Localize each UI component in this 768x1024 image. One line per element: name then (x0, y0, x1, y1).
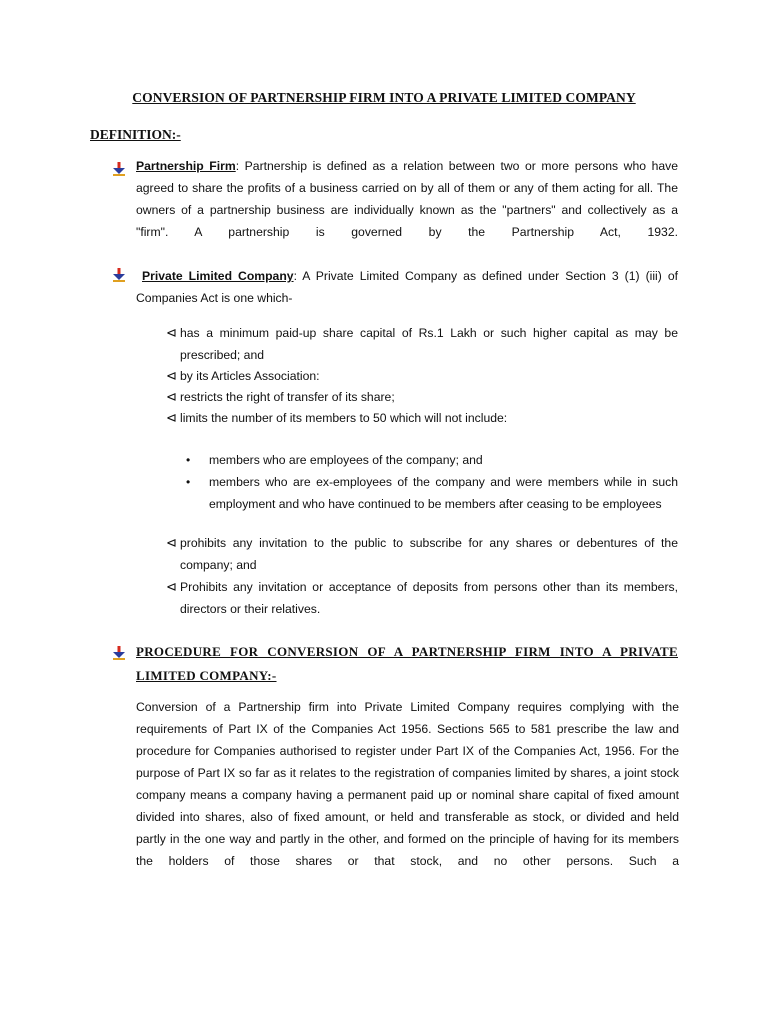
arrow-bullet-icon: ⊲ (166, 389, 177, 404)
bullet-arrow-icon (113, 162, 125, 176)
conditions-more-list (166, 532, 678, 620)
dot-bullet-icon: • (186, 453, 191, 467)
arrow-bullet-icon: ⊲ (166, 368, 177, 383)
arrow-bullet-icon: ⊲ (166, 535, 177, 550)
list-item (166, 365, 678, 387)
arrow-bullet-icon: ⊲ (166, 410, 177, 425)
condition-text: Prohibits any invitation or acceptance of deposits from persons other than its members, directors or their relatives. (180, 580, 678, 616)
list-item (166, 322, 678, 366)
definition-heading: DEFINITION:- (90, 127, 181, 142)
condition-text: limits the number of its members to 50 which will not include: (180, 411, 508, 425)
list-item (166, 386, 678, 408)
member-text: members who are ex-employees of the company and were members while in such employment and who have continued to be members after ceasing to be employees (209, 475, 678, 511)
arrow-bullet-icon: ⊲ (166, 325, 177, 340)
document-title: CONVERSION OF PARTNERSHIP FIRM INTO A PRIVATE LIMITED COMPANY (132, 90, 636, 105)
list-item (186, 471, 678, 515)
conditions-list (166, 322, 678, 429)
bullet-arrow-icon (113, 268, 125, 282)
condition-text: prohibits any invitation to the public to subscribe for any shares or debentures of the company; and (180, 536, 678, 572)
list-item (166, 407, 678, 429)
partnership-term: Partnership Firm (136, 159, 236, 173)
partnership-definition (136, 155, 678, 243)
condition-text: by its Articles Association: (180, 369, 320, 383)
members-excluded-list (186, 449, 678, 515)
dot-bullet-icon: • (186, 475, 191, 489)
condition-text: restricts the right of transfer of its share; (180, 390, 395, 404)
member-text: members who are employees of the company; and (209, 453, 483, 467)
arrow-bullet-icon: ⊲ (166, 579, 177, 594)
private-company-text: : A Private Limited Company as defined under Section 3 (1) (iii) of Companies Act is one which- (136, 269, 678, 305)
list-item (186, 449, 678, 471)
partnership-text: : Partnership is defined as a relation between two or more persons who have agreed to share the profits of a business carried on by all of them or any of them acting for all. The owners of a partnership business are individually known as the "partners" and collectively as a "firm". A partnership is governed by the Partnership Act, 1932. (136, 159, 678, 239)
procedure-paragraph: Conversion of a Partnership firm into Private Limited Company requires complying with the requirements of Part IX of the Companies Act 1956. Sections 565 to 581 prescribe the law and procedure for Companies authorised to register under Part IX of the Companies Act, 1956. For the purpose of Part IX so far as it relates to the registration of companies limited by shares, a joint stock company means a company having a permanent paid up or nominal share capital of fixed amount divided into shares, also of fixed amount, or held and transferable as stock, or divided and held partly in the one way and partly in the other, and formed on the principle of having for its members the holders of those shares or that stock, and no other persons. Such a (136, 700, 679, 868)
condition-text: has a minimum paid-up share capital of Rs.1 Lakh or such higher capital as may be prescribed; and (180, 326, 678, 362)
bullet-arrow-icon (113, 646, 125, 660)
list-item (166, 576, 678, 620)
list-item (166, 532, 678, 576)
private-company-term: Private Limited Company (142, 269, 294, 283)
procedure-heading: PROCEDURE FOR CONVERSION OF A PARTNERSHIP FIRM INTO A PRIVATE LIMITED COMPANY:- (136, 644, 678, 683)
private-company-definition (136, 265, 678, 309)
